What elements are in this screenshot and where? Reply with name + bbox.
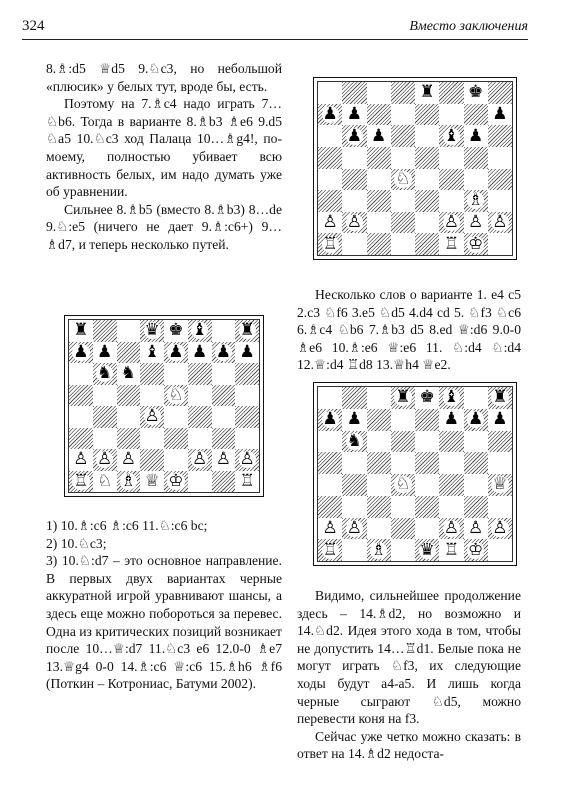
black-rook-icon: ♜ bbox=[73, 320, 89, 341]
board-square bbox=[439, 233, 463, 255]
black-pawn-icon: ♟ bbox=[168, 341, 184, 362]
board-square bbox=[439, 518, 463, 540]
white-pawn-icon: ♙ bbox=[120, 449, 136, 470]
board-square bbox=[367, 190, 391, 212]
board-square bbox=[140, 363, 164, 385]
board-square bbox=[415, 387, 439, 409]
board-square bbox=[318, 233, 342, 255]
board-square bbox=[464, 387, 488, 409]
black-king-icon: ♚ bbox=[419, 387, 435, 408]
board-square bbox=[318, 539, 342, 561]
black-pawn-icon: ♟ bbox=[73, 341, 89, 362]
board-square bbox=[235, 428, 259, 450]
paragraph: Сильнее 8.♗b5 (вместо 8.♗b3) 8…de 9.♘:e5 (ничего не дает 9.♗:c6+) 9…♗d7, и теперь несколько путей. bbox=[46, 201, 282, 252]
board-square bbox=[415, 474, 439, 496]
black-pawn-icon: ♟ bbox=[97, 341, 113, 362]
board-square bbox=[69, 320, 93, 342]
page-number: 324 bbox=[22, 18, 45, 34]
white-pawn-icon: ♙ bbox=[468, 517, 484, 538]
board-square bbox=[367, 147, 391, 169]
board-square bbox=[391, 539, 415, 561]
white-rook-icon: ♖ bbox=[73, 470, 89, 491]
board-square bbox=[488, 452, 512, 474]
board-square bbox=[318, 104, 342, 126]
board-square bbox=[488, 518, 512, 540]
board-square bbox=[318, 452, 342, 474]
white-bishop-icon: ♗ bbox=[468, 190, 484, 211]
white-pawn-icon: ♙ bbox=[443, 517, 459, 538]
black-rook-icon: ♜ bbox=[492, 387, 508, 408]
board-square bbox=[464, 104, 488, 126]
board-square bbox=[318, 82, 342, 104]
board-square bbox=[391, 452, 415, 474]
board-square bbox=[391, 147, 415, 169]
board-square bbox=[391, 409, 415, 431]
board-square bbox=[439, 212, 463, 234]
board-square bbox=[117, 428, 141, 450]
board-square bbox=[69, 471, 93, 493]
board-square bbox=[464, 82, 488, 104]
black-knight-icon: ♞ bbox=[120, 363, 136, 384]
white-pawn-icon: ♙ bbox=[73, 449, 89, 470]
board-square bbox=[93, 385, 117, 407]
board-square bbox=[464, 474, 488, 496]
paragraph: Поэтому на 7.♗c4 надо играть 7…♘b6. Тогда в варианте 8.♗b3 ♗e6 9.d5 ♘a5 10.♘c3 ход Палаца 10…♗g4!, по-моему, полностью убивает всю активность белых, им надо думать уже об уравнении. bbox=[46, 96, 282, 200]
board-square bbox=[391, 496, 415, 518]
white-rook-icon: ♖ bbox=[322, 539, 338, 560]
board-square bbox=[391, 518, 415, 540]
board-square bbox=[212, 363, 236, 385]
board-square bbox=[391, 387, 415, 409]
paragraph: 1) 10.♗:c6 ♗:c6 11.♘:c6 bc; bbox=[46, 518, 208, 533]
board-square bbox=[212, 342, 236, 364]
black-king-icon: ♚ bbox=[468, 82, 484, 103]
board-square bbox=[140, 471, 164, 493]
board-square bbox=[69, 406, 93, 428]
board-square bbox=[235, 449, 259, 471]
board-square bbox=[367, 539, 391, 561]
white-pawn-icon: ♙ bbox=[239, 449, 255, 470]
white-pawn-icon: ♙ bbox=[346, 517, 362, 538]
black-knight-icon: ♞ bbox=[97, 363, 113, 384]
board-square bbox=[164, 449, 188, 471]
board-square bbox=[367, 474, 391, 496]
white-bishop-icon: ♗ bbox=[120, 470, 136, 491]
board-square bbox=[140, 342, 164, 364]
board-square bbox=[367, 518, 391, 540]
board-square bbox=[391, 212, 415, 234]
white-pawn-icon: ♙ bbox=[346, 212, 362, 233]
white-knight-icon: ♘ bbox=[395, 168, 411, 189]
right-column-bottom-text bbox=[297, 587, 521, 763]
board-square bbox=[488, 539, 512, 561]
black-pawn-icon: ♟ bbox=[492, 409, 508, 430]
white-knight-icon: ♘ bbox=[168, 384, 184, 405]
board-square bbox=[488, 169, 512, 191]
black-bishop-icon: ♝ bbox=[443, 387, 459, 408]
black-pawn-icon: ♟ bbox=[346, 125, 362, 146]
board-square bbox=[188, 449, 212, 471]
board-square bbox=[367, 431, 391, 453]
board-square bbox=[318, 387, 342, 409]
board-square bbox=[318, 409, 342, 431]
board-square bbox=[93, 406, 117, 428]
board-square bbox=[439, 125, 463, 147]
white-knight-icon: ♘ bbox=[97, 470, 113, 491]
board-square bbox=[164, 363, 188, 385]
board-square bbox=[488, 496, 512, 518]
board-square bbox=[367, 409, 391, 431]
board-square bbox=[488, 212, 512, 234]
board-square bbox=[488, 387, 512, 409]
white-pawn-icon: ♙ bbox=[192, 449, 208, 470]
white-pawn-icon: ♙ bbox=[215, 449, 231, 470]
chess-board-grid bbox=[68, 319, 260, 493]
white-rook-icon: ♖ bbox=[239, 470, 255, 491]
black-pawn-icon: ♟ bbox=[492, 103, 508, 124]
board-square bbox=[342, 496, 366, 518]
board-square bbox=[164, 342, 188, 364]
black-pawn-icon: ♟ bbox=[239, 341, 255, 362]
board-square bbox=[117, 471, 141, 493]
black-pawn-icon: ♟ bbox=[468, 409, 484, 430]
white-rook-icon: ♖ bbox=[443, 539, 459, 560]
running-title: Вместо заключения bbox=[409, 19, 528, 34]
right-column-middle-text bbox=[297, 286, 521, 374]
board-square bbox=[318, 212, 342, 234]
black-pawn-icon: ♟ bbox=[346, 409, 362, 430]
black-bishop-icon: ♝ bbox=[144, 341, 160, 362]
white-pawn-icon: ♙ bbox=[492, 212, 508, 233]
board-square bbox=[439, 169, 463, 191]
white-pawn-icon: ♙ bbox=[144, 406, 160, 427]
white-bishop-icon: ♗ bbox=[371, 539, 387, 560]
paragraph: 2) 10.♘c3; bbox=[46, 535, 107, 551]
board-square bbox=[464, 147, 488, 169]
black-pawn-icon: ♟ bbox=[443, 409, 459, 430]
board-square bbox=[342, 409, 366, 431]
board-square bbox=[318, 431, 342, 453]
board-square bbox=[439, 539, 463, 561]
board-square bbox=[342, 452, 366, 474]
paragraph: 3) 10.♘:d7 – это основное направление. В первых двух вариантах черные аккуратной игрой уравнивают шансы, а здесь еще можно побороться за перевес. Одна из критических позиций возникает после 10…♕:d7 11.♘c3 e6 12.0-0 ♗e7 13.♕g4 0-0 14.♗:c6 ♕:c6 15.♗h6 ♗f6 (Поткин – Котрониас, Батуми 2002). bbox=[46, 553, 282, 692]
board-square bbox=[93, 320, 117, 342]
white-pawn-icon: ♙ bbox=[97, 449, 113, 470]
board-square bbox=[415, 539, 439, 561]
board-square bbox=[93, 363, 117, 385]
black-pawn-icon: ♟ bbox=[322, 409, 338, 430]
white-queen-icon: ♕ bbox=[492, 474, 508, 495]
board-square bbox=[488, 147, 512, 169]
white-pawn-icon: ♙ bbox=[492, 517, 508, 538]
board-square bbox=[415, 452, 439, 474]
board-square bbox=[367, 169, 391, 191]
white-knight-icon: ♘ bbox=[395, 474, 411, 495]
board-square bbox=[235, 406, 259, 428]
left-column-text bbox=[46, 60, 282, 254]
board-square bbox=[439, 190, 463, 212]
board-square bbox=[212, 471, 236, 493]
black-bishop-icon: ♝ bbox=[443, 125, 459, 146]
board-square bbox=[415, 409, 439, 431]
board-square bbox=[439, 82, 463, 104]
board-square bbox=[235, 320, 259, 342]
paragraph: Сейчас уже четко можно сказать: в ответ на 14.♗d2 недоста- bbox=[297, 728, 521, 762]
board-square bbox=[188, 342, 212, 364]
board-square bbox=[140, 385, 164, 407]
black-pawn-icon: ♟ bbox=[215, 341, 231, 362]
board-square bbox=[342, 169, 366, 191]
board-square bbox=[342, 431, 366, 453]
board-square bbox=[117, 449, 141, 471]
black-knight-icon: ♞ bbox=[346, 430, 362, 451]
chess-board-grid bbox=[317, 386, 513, 562]
board-square bbox=[439, 409, 463, 431]
board-square bbox=[391, 233, 415, 255]
white-king-icon: ♔ bbox=[468, 539, 484, 560]
black-pawn-icon: ♟ bbox=[192, 341, 208, 362]
board-square bbox=[391, 82, 415, 104]
board-square bbox=[235, 363, 259, 385]
board-square bbox=[342, 104, 366, 126]
board-square bbox=[318, 190, 342, 212]
board-square bbox=[488, 190, 512, 212]
black-queen-icon: ♛ bbox=[419, 539, 435, 560]
board-square bbox=[117, 342, 141, 364]
board-square bbox=[342, 387, 366, 409]
white-queen-icon: ♕ bbox=[144, 470, 160, 491]
board-square bbox=[488, 233, 512, 255]
board-square bbox=[464, 169, 488, 191]
board-square bbox=[342, 212, 366, 234]
board-square bbox=[464, 409, 488, 431]
board-square bbox=[391, 431, 415, 453]
board-square bbox=[415, 104, 439, 126]
board-square bbox=[69, 449, 93, 471]
board-square bbox=[391, 190, 415, 212]
board-square bbox=[464, 452, 488, 474]
board-square bbox=[93, 428, 117, 450]
board-square bbox=[415, 496, 439, 518]
board-square bbox=[439, 431, 463, 453]
paragraph: 8.♗:d5 ♕d5 9.♘c3, но небольшой «плюсик» у белых тут, вроде бы, есть. bbox=[46, 61, 282, 94]
board-square bbox=[188, 363, 212, 385]
black-bishop-icon: ♝ bbox=[192, 320, 208, 341]
board-square bbox=[415, 147, 439, 169]
board-square bbox=[69, 428, 93, 450]
page-header bbox=[22, 18, 528, 40]
paragraph: Видимо, сильнейшее продолжение здесь – 14.♗d2, но возможно и 14.♘d2. Идея этого хода в том, чтобы не допустить 14…♖d1. Белые пока не могут играть ♘f3, их следующие ходы будут a4-a5. И лишь когда черные сыграют ♘d5, можно перевести коня на f3. bbox=[297, 588, 521, 727]
white-rook-icon: ♖ bbox=[322, 233, 338, 254]
board-square bbox=[117, 320, 141, 342]
board-square bbox=[342, 147, 366, 169]
board-square bbox=[140, 406, 164, 428]
board-square bbox=[464, 233, 488, 255]
board-square bbox=[367, 104, 391, 126]
white-king-icon: ♔ bbox=[468, 233, 484, 254]
board-square bbox=[318, 474, 342, 496]
board-square bbox=[464, 496, 488, 518]
board-square bbox=[342, 539, 366, 561]
board-square bbox=[488, 104, 512, 126]
board-square bbox=[212, 385, 236, 407]
left-column-bottom-text bbox=[46, 517, 282, 693]
black-queen-icon: ♛ bbox=[144, 320, 160, 341]
paragraph: Несколько слов о варианте 1. e4 c5 2.c3 ♘f6 3.e5 ♘d5 4.d4 cd 5. ♘f3 ♘c6 6.♗c4 ♘b6 7.♗b3 d5 8.ed ♕:d6 9.0-0 ♗e6 10.♗:e6 ♕:e6 11. ♘:d4 ♘:d4 12.♕:d4 ♖d8 13.♕h4 ♕e2. bbox=[297, 287, 521, 373]
white-pawn-icon: ♙ bbox=[443, 212, 459, 233]
board-square bbox=[342, 125, 366, 147]
board-square bbox=[235, 471, 259, 493]
board-square bbox=[93, 342, 117, 364]
black-pawn-icon: ♟ bbox=[346, 103, 362, 124]
board-square bbox=[439, 496, 463, 518]
board-square bbox=[117, 406, 141, 428]
board-square bbox=[415, 169, 439, 191]
black-pawn-icon: ♟ bbox=[468, 125, 484, 146]
board-square bbox=[164, 428, 188, 450]
board-square bbox=[318, 169, 342, 191]
board-square bbox=[318, 496, 342, 518]
board-square bbox=[235, 385, 259, 407]
chess-diagram-3 bbox=[313, 382, 517, 566]
board-square bbox=[164, 406, 188, 428]
board-square bbox=[464, 212, 488, 234]
board-square bbox=[342, 82, 366, 104]
board-square bbox=[415, 125, 439, 147]
board-square bbox=[212, 406, 236, 428]
board-square bbox=[164, 385, 188, 407]
board-square bbox=[188, 406, 212, 428]
board-square bbox=[93, 471, 117, 493]
board-square bbox=[415, 82, 439, 104]
board-square bbox=[488, 82, 512, 104]
board-square bbox=[439, 147, 463, 169]
black-king-icon: ♚ bbox=[168, 320, 184, 341]
board-square bbox=[488, 409, 512, 431]
board-square bbox=[93, 449, 117, 471]
board-square bbox=[391, 169, 415, 191]
board-square bbox=[140, 428, 164, 450]
board-square bbox=[69, 385, 93, 407]
board-square bbox=[391, 474, 415, 496]
white-pawn-icon: ♙ bbox=[322, 517, 338, 538]
black-rook-icon: ♜ bbox=[395, 387, 411, 408]
board-square bbox=[439, 104, 463, 126]
board-square bbox=[342, 233, 366, 255]
white-pawn-icon: ♙ bbox=[468, 212, 484, 233]
white-pawn-icon: ♙ bbox=[322, 212, 338, 233]
white-king-icon: ♔ bbox=[168, 470, 184, 491]
board-square bbox=[318, 125, 342, 147]
black-pawn-icon: ♟ bbox=[322, 103, 338, 124]
board-square bbox=[439, 452, 463, 474]
board-square bbox=[342, 474, 366, 496]
board-square bbox=[342, 518, 366, 540]
black-pawn-icon: ♟ bbox=[371, 125, 387, 146]
board-square bbox=[367, 125, 391, 147]
board-square bbox=[464, 190, 488, 212]
board-square bbox=[188, 428, 212, 450]
board-square bbox=[367, 233, 391, 255]
board-square bbox=[391, 104, 415, 126]
board-square bbox=[488, 125, 512, 147]
board-square bbox=[464, 431, 488, 453]
chess-board-grid bbox=[317, 81, 513, 256]
board-square bbox=[212, 449, 236, 471]
board-square bbox=[464, 518, 488, 540]
board-square bbox=[188, 320, 212, 342]
board-square bbox=[367, 452, 391, 474]
black-rook-icon: ♜ bbox=[239, 320, 255, 341]
board-square bbox=[415, 190, 439, 212]
black-rook-icon: ♜ bbox=[419, 82, 435, 103]
board-square bbox=[367, 82, 391, 104]
board-square bbox=[415, 518, 439, 540]
board-square bbox=[464, 125, 488, 147]
board-square bbox=[464, 539, 488, 561]
board-square bbox=[318, 518, 342, 540]
board-square bbox=[188, 385, 212, 407]
board-square bbox=[235, 342, 259, 364]
board-square bbox=[69, 363, 93, 385]
board-square bbox=[439, 474, 463, 496]
board-square bbox=[415, 431, 439, 453]
white-rook-icon: ♖ bbox=[443, 233, 459, 254]
chess-diagram-1 bbox=[313, 77, 517, 260]
board-square bbox=[439, 387, 463, 409]
board-square bbox=[318, 147, 342, 169]
board-square bbox=[415, 212, 439, 234]
board-square bbox=[140, 320, 164, 342]
board-square bbox=[69, 342, 93, 364]
board-square bbox=[164, 471, 188, 493]
board-square bbox=[367, 212, 391, 234]
chess-diagram-2 bbox=[64, 315, 264, 497]
board-square bbox=[488, 431, 512, 453]
board-square bbox=[488, 474, 512, 496]
board-square bbox=[188, 471, 212, 493]
board-square bbox=[212, 428, 236, 450]
board-square bbox=[140, 449, 164, 471]
board-square bbox=[391, 125, 415, 147]
board-square bbox=[342, 190, 366, 212]
board-square bbox=[164, 320, 188, 342]
board-square bbox=[367, 387, 391, 409]
board-square bbox=[212, 320, 236, 342]
board-square bbox=[117, 363, 141, 385]
board-square bbox=[117, 385, 141, 407]
board-square bbox=[415, 233, 439, 255]
board-square bbox=[367, 496, 391, 518]
